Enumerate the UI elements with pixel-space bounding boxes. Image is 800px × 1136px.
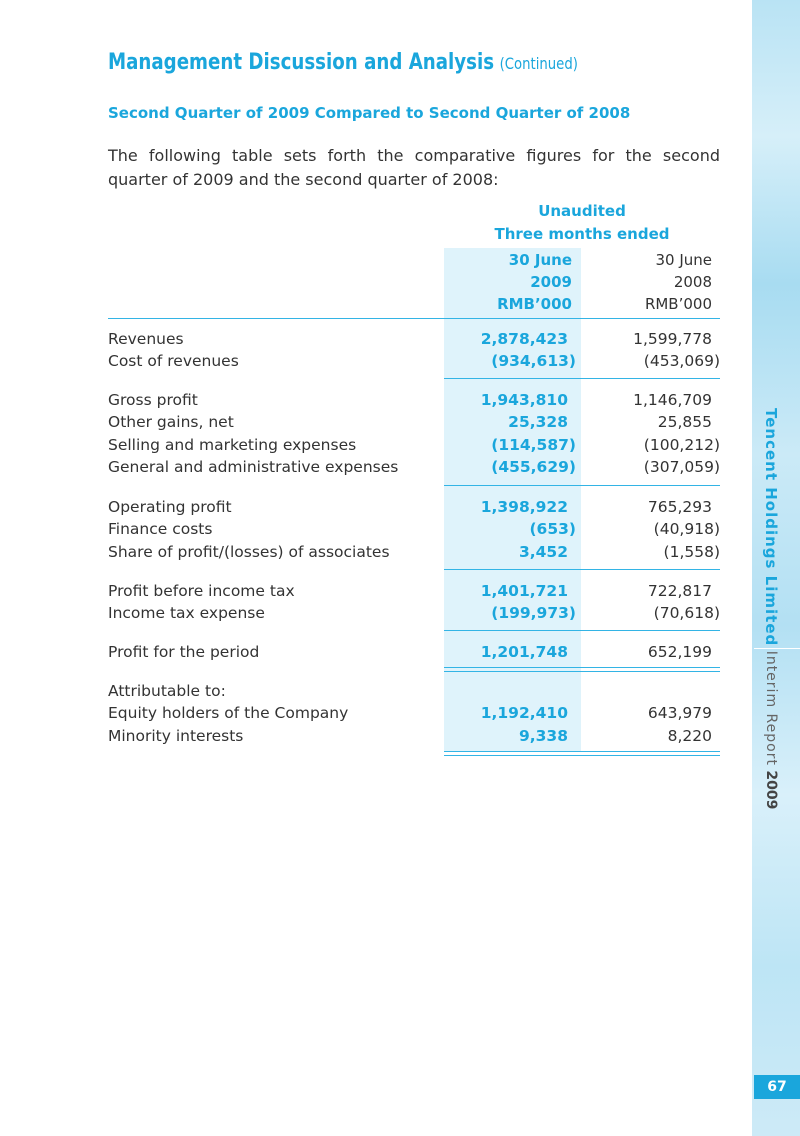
column-header-2008-year: 2008: [673, 273, 712, 291]
subtotal-rule: [444, 569, 720, 570]
row-value-2009: 1,401,721: [480, 582, 568, 600]
total-double-rule: [444, 667, 720, 672]
table-row-gross-profit: [108, 391, 720, 413]
table-row-general-admin: [108, 458, 720, 480]
page-title: [108, 50, 578, 75]
table-row-profit-for-period: [108, 643, 720, 665]
sidebar-band: [752, 0, 800, 1136]
row-value-2009: (653): [529, 520, 576, 538]
row-value-2008: 722,817: [647, 582, 712, 600]
table-row-finance-costs: [108, 520, 720, 542]
row-label: Income tax expense: [108, 604, 265, 622]
row-value-2008: (1,558): [663, 543, 720, 561]
row-label: Minority interests: [108, 727, 244, 745]
subtotal-rule: [444, 630, 720, 631]
row-value-2008: (100,212): [643, 436, 720, 454]
header-rule: [108, 318, 720, 319]
row-value-2009: (199,973): [491, 604, 576, 622]
page-title-text: Management Discussion and Analysis: [108, 50, 495, 75]
row-label: General and administrative expenses: [108, 458, 399, 476]
row-value-2008: 643,979: [647, 704, 712, 722]
sidebar-company-name: Tencent Holdings Limited: [762, 408, 780, 647]
table-row-share-of-associates: [108, 543, 720, 565]
row-label: Equity holders of the Company: [108, 704, 349, 722]
row-value-2008: 8,220: [667, 727, 712, 745]
column-header-2009-year: 2009: [530, 273, 572, 291]
row-value-2008: (70,618): [653, 604, 720, 622]
column-header-2009: [444, 249, 572, 315]
row-value-2009: 1,201,748: [480, 643, 568, 661]
row-label: Share of profit/(losses) of associates: [108, 543, 390, 561]
table-row-revenues: [108, 330, 720, 352]
row-label: Other gains, net: [108, 413, 234, 431]
row-value-2009: (114,587): [491, 436, 576, 454]
row-value-2009: 1,192,410: [480, 704, 568, 722]
subtotal-rule: [444, 378, 720, 379]
row-value-2008: (307,059): [643, 458, 720, 476]
column-header-2009-unit: RMB’000: [497, 295, 572, 313]
row-value-2008: 1,599,778: [633, 330, 712, 348]
table-header-period: Three months ended: [494, 225, 670, 243]
row-value-2009: (455,629): [491, 458, 576, 476]
row-label: Operating profit: [108, 498, 232, 516]
row-value-2009: 25,328: [508, 413, 568, 431]
table-row-income-tax: [108, 604, 720, 626]
column-header-2008-unit: RMB’000: [644, 295, 712, 313]
sidebar-report-title: [762, 408, 780, 809]
row-label: Attributable to:: [108, 682, 226, 700]
row-label: Profit for the period: [108, 643, 260, 661]
total-double-rule: [444, 751, 720, 756]
row-value-2009: 2,878,423: [480, 330, 568, 348]
table-row-equity-holders: [108, 704, 720, 726]
table-row-attributable-to: [108, 682, 720, 704]
column-header-2008-date: 30 June: [655, 251, 712, 269]
table-row-minority-interests: [108, 727, 720, 749]
table-row-profit-before-tax: [108, 582, 720, 604]
row-label: Revenues: [108, 330, 184, 348]
row-label: Finance costs: [108, 520, 213, 538]
row-value-2008: (40,918): [653, 520, 720, 538]
table-row-operating-profit: [108, 498, 720, 520]
row-label: Cost of revenues: [108, 352, 239, 370]
row-label: Selling and marketing expenses: [108, 436, 357, 454]
page-title-suffix: (Continued): [499, 54, 578, 73]
row-value-2008: 652,199: [647, 643, 712, 661]
row-value-2009: 1,398,922: [480, 498, 568, 516]
row-value-2009: 3,452: [518, 543, 568, 561]
row-value-2009: (934,613): [491, 352, 576, 370]
sidebar-report-year: 2009: [763, 770, 779, 810]
row-value-2008: 25,855: [657, 413, 712, 431]
row-value-2009: 9,338: [518, 727, 568, 745]
row-label: Profit before income tax: [108, 582, 295, 600]
row-value-2008: 765,293: [647, 498, 712, 516]
sidebar-report-name: Interim Report: [763, 650, 779, 766]
table-header-unaudited: Unaudited: [538, 202, 626, 220]
sidebar-divider: [754, 648, 800, 649]
table-row-selling-marketing: [108, 436, 720, 458]
column-header-2008: [590, 249, 712, 315]
table-row-cost-of-revenues: [108, 352, 720, 374]
page-number: 67: [754, 1075, 800, 1099]
row-label: Gross profit: [108, 391, 198, 409]
row-value-2009: 1,943,810: [480, 391, 568, 409]
row-value-2008: 1,146,709: [633, 391, 712, 409]
row-value-2008: (453,069): [643, 352, 720, 370]
subtotal-rule: [444, 485, 720, 486]
table-row-other-gains: [108, 413, 720, 435]
column-header-2009-date: 30 June: [508, 251, 572, 269]
intro-paragraph: The following table sets forth the comparative figures for the second quarter of 2009 and the second quarter of 2008:: [108, 146, 720, 189]
section-subtitle: Second Quarter of 2009 Compared to Second Quarter of 2008: [108, 104, 631, 122]
